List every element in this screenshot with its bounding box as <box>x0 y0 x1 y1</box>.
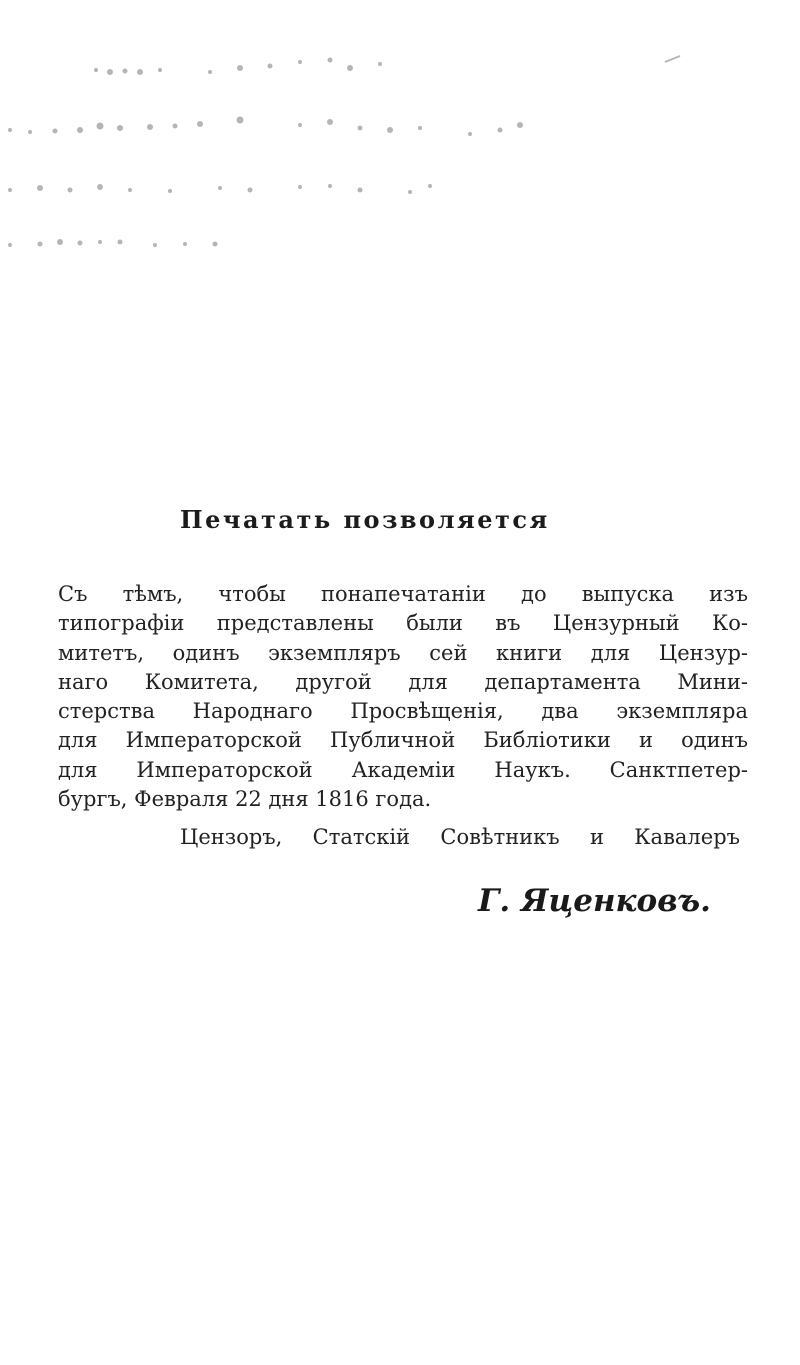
paragraph-line: для Императорской Академіи Наукъ. Санктпетер- <box>58 757 748 782</box>
paragraph-line: наго Комитета, другой для департамента Мини- <box>58 669 748 694</box>
censor-signature: Г. Яценковъ. <box>478 883 711 919</box>
paragraph-line: стерства Народнаго Просвѣщенія, два экземпляра <box>58 699 748 724</box>
paragraph-line: митетъ, одинъ экземпляръ сей книги для Цензур- <box>58 640 748 665</box>
censor-title: Цензоръ, Статскій Совѣтникъ и Кавалеръ <box>180 825 740 849</box>
permission-paragraph <box>58 580 748 814</box>
paragraph-line: типографіи представлены были въ Цензурный Ко- <box>58 611 748 636</box>
bleed-through-marks <box>0 30 800 290</box>
paragraph-line: бургъ, Февраля 22 дня 1816 года. <box>58 787 432 812</box>
heading: Печатать позволяется <box>180 505 550 534</box>
paragraph-line: Съ тѣмъ, чтобы понапечатаніи до выпуска изъ <box>58 582 748 606</box>
paragraph-line: для Императорской Публичной Библіотики и одинъ <box>58 728 748 753</box>
